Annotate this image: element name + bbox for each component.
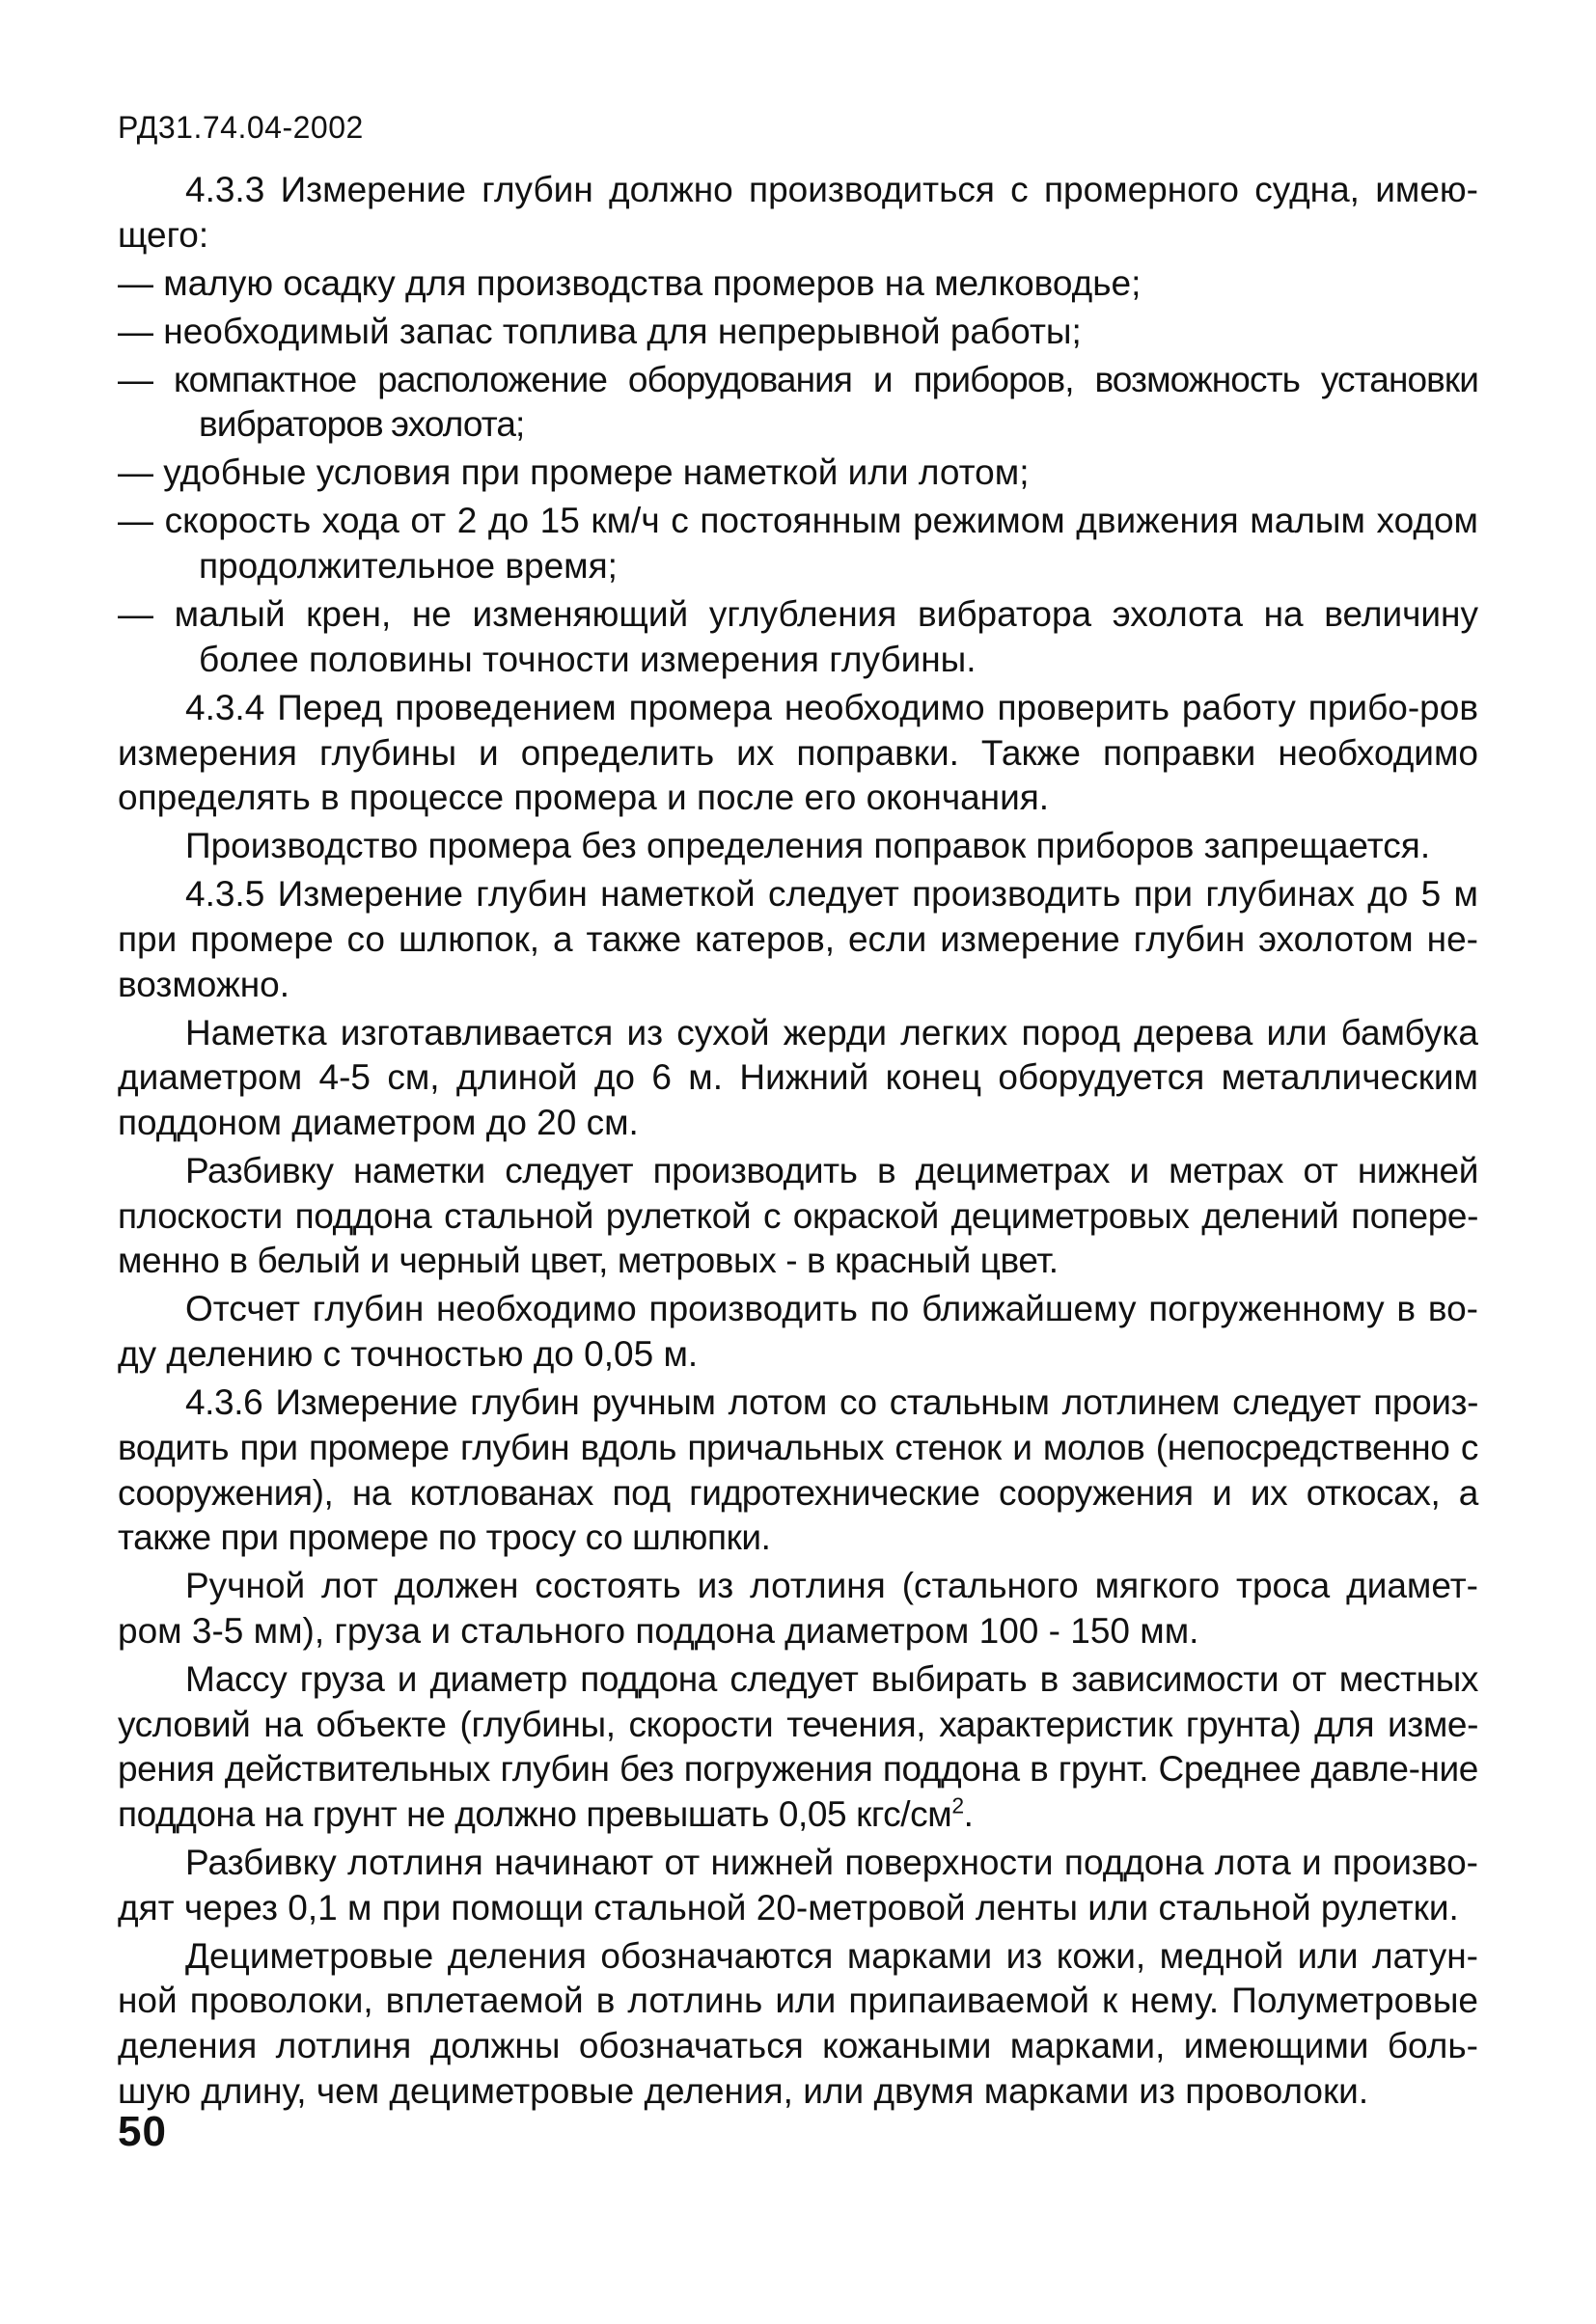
paragraph-depth-reading: Отсчет глубин необходимо производить по ближайшему погруженному в во-ду делению с точностью до 0,05 м. xyxy=(118,1289,1478,1375)
paragraph-sounding-pole: Наметка изготавливается из сухой жерди легких пород дерева или бамбука диаметром 4-5 см, длиной до 6 м. Нижний конец оборудуется металлическим поддоном диаметром до 20 см. xyxy=(118,1012,1478,1143)
paragraph-lead-line-marking: Разбивку лотлиня начинают от нижней поверхности поддона лота и произво-дят через 0,1 м при помощи стальной 20-метровой ленты или стальной рулетки. xyxy=(118,1843,1478,1928)
paragraph-4-3-4: 4.3.4 Перед проведением промера необходимо проверить работу прибо-ров измерения глубины и определить их поправки. Также поправки необходимо определять в процессе промера и после его окончания. xyxy=(118,687,1478,818)
paragraph-pole-marking: Разбивку наметки следует производить в дециметрах и метрах от нижней плоскости поддона стальной рулеткой с окраской дециметровых делений попере-менно в белый и черный цвет, метровых - в красный цвет. xyxy=(118,1151,1478,1281)
list-item-speed: — скорость хода от 2 до 15 км/ч с постоянным режимом движения малым ходом продолжительное время; xyxy=(118,501,1478,587)
list-item-fuel-reserve: — необходимый запас топлива для непрерывной работы; xyxy=(118,311,1082,351)
paragraph-weight-selection-text: Массу груза и диаметр поддона следует выбирать в зависимости от местных условий на объекте (глубины, скорости течения, характеристик грунта) для изме-рения действительных глубин без погружения поддона в грунт. Среднее давле-ние поддона на грунт не должно превышать 0,05 кгс/см xyxy=(118,1658,1478,1835)
paragraph-4-3-6: 4.3.6 Измерение глубин ручным лотом со стальным лотлинем следует произ-водить при промере глубин вдоль причальных стенок и молов (непосредственно с сооружения), на котлованах под гидротехнические сооружения и их откосах, а также при промере по тросу со шлюпки. xyxy=(118,1382,1478,1558)
superscript-2: 2 xyxy=(951,1792,964,1818)
paragraph-4-3-3: 4.3.3 Измерение глубин должно производиться с промерного судна, имею-щего: xyxy=(118,170,1478,255)
list-item-sounding-conditions: — удобные условия при промере наметкой или лотом; xyxy=(118,452,1030,493)
paragraph-weight-selection-tail: . xyxy=(963,1794,974,1835)
list-item-small-roll: — малый крен, не изменяющий углубления вибратора эхолота на величину более половины точности измерения глубины. xyxy=(118,594,1478,679)
document-code: РД31.74.04-2002 xyxy=(118,110,364,145)
paragraph-hand-lead: Ручной лот должен состоять из лотлиня (стального мягкого троса диамет-ром 3-5 мм), груза и стального поддона диаметром 100 - 150 мм. xyxy=(118,1566,1478,1651)
paragraph-weight-selection xyxy=(118,1657,1478,1838)
page-number: 50 xyxy=(118,2108,167,2155)
paragraph-corrections-required: Производство промера без определения поправок приборов запрещается. xyxy=(185,826,1431,866)
document-body xyxy=(118,168,1478,2118)
paragraph-decimeter-marks: Дециметровые деления обозначаются марками из кожи, медной или латун-ной проволоки, вплетаемой в лотлинь или припаиваемой к нему. Полуметровые деления лотлиня должны обозначаться кожаными марками, имеющими боль-шую длину, чем дециметровые деления, или двумя марками из проволоки. xyxy=(118,1935,1478,2111)
list-item-compact-equipment: — компактное расположение оборудования и приборов, возможность установки вибраторов эхолота; xyxy=(118,359,1478,445)
list-item-shallow-draft: — малую осадку для производства промеров на мелководье; xyxy=(118,262,1142,303)
paragraph-4-3-5: 4.3.5 Измерение глубин наметкой следует производить при глубинах до 5 м при промере со шлюпок, а также катеров, если измерение глубин эхолотом не-возможно. xyxy=(118,874,1478,1004)
